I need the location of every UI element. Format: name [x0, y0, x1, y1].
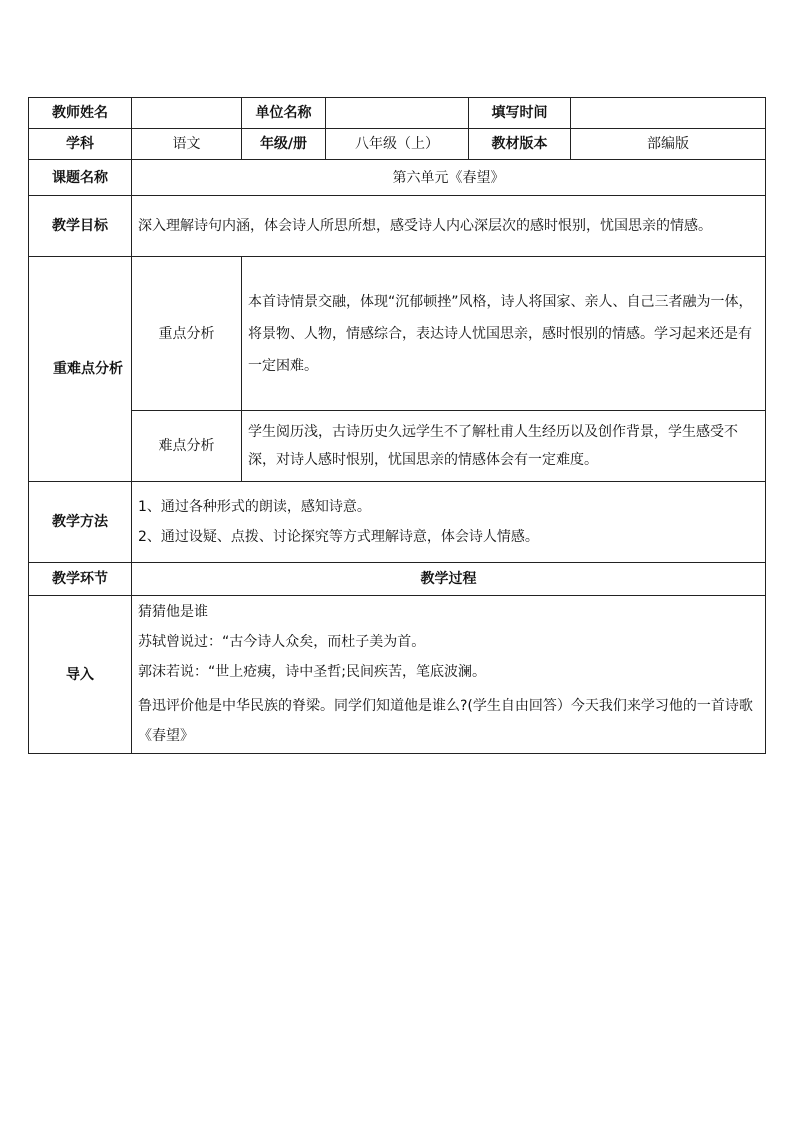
difficult-text: 学生阅历浅，古诗历史久远学生不了解杜甫人生经历以及创作背景，学生感受不深，对诗人感时恨别，忧国思亲的情感体会有一定难度。 [242, 411, 766, 482]
method-item: 2、通过设疑、点拨、讨论探究等方式理解诗意，体会诗人情感。 [138, 529, 539, 545]
intro-text [132, 596, 766, 754]
grade-value: 八年级（上） [326, 129, 469, 160]
date-value [571, 98, 766, 129]
key-analysis-row [29, 257, 766, 411]
teacher-value [132, 98, 242, 129]
lesson-title-row [29, 160, 766, 196]
stage-header: 教学环节 [29, 563, 132, 596]
edition-value: 部编版 [571, 129, 766, 160]
stage-intro: 导入 [29, 596, 132, 754]
goals-label: 教学目标 [29, 196, 132, 257]
methods-label: 教学方法 [29, 482, 132, 563]
difficult-label: 难点分析 [132, 411, 242, 482]
key-label: 重点分析 [132, 257, 242, 411]
intro-line: 鲁迅评价他是中华民族的脊梁。同学们知道他是谁么?(学生自由回答）今天我们来学习他的一首诗歌《春望》 [138, 697, 753, 744]
header-row-2 [29, 129, 766, 160]
difficult-analysis-row [29, 411, 766, 482]
subject-value: 语文 [132, 129, 242, 160]
method-item: 1、通过各种形式的朗读，感知诗意。 [138, 499, 371, 515]
subject-label: 学科 [29, 129, 132, 160]
goals-text: 深入理解诗句内涵，体会诗人所思所想，感受诗人内心深层次的感时恨别，忧国思亲的情感。 [132, 196, 766, 257]
lesson-title-label: 课题名称 [29, 160, 132, 196]
teacher-label: 教师姓名 [29, 98, 132, 129]
process-header-row [29, 563, 766, 596]
methods-row [29, 482, 766, 563]
edition-label: 教材版本 [469, 129, 571, 160]
unit-label: 单位名称 [242, 98, 326, 129]
lesson-plan-table [28, 97, 766, 754]
header-row-1 [29, 98, 766, 129]
unit-value [326, 98, 469, 129]
methods-list [132, 482, 766, 563]
intro-line: 郭沫若说：“世上疮痍，诗中圣哲;民间疾苦，笔底波澜。 [138, 663, 486, 680]
intro-line: 苏轼曾说过：“古今诗人众矣，而杜子美为首。 [138, 633, 426, 650]
analysis-label-text: 重难点分析 [53, 361, 123, 377]
grade-label: 年级/册 [242, 129, 326, 160]
date-label: 填写时间 [469, 98, 571, 129]
intro-line: 猜猜他是谁 [138, 603, 208, 620]
analysis-label [29, 257, 132, 482]
lesson-title-value: 第六单元《春望》 [132, 160, 766, 196]
process-header: 教学过程 [132, 563, 766, 596]
goals-row [29, 196, 766, 257]
key-text: 本首诗情景交融，体现“沉郁顿挫”风格，诗人将国家、亲人、自己三者融为一体，将景物、人物，情感综合，表达诗人忧国思亲，感时恨别的情感。学习起来还是有一定困难。 [242, 257, 766, 411]
intro-row [29, 596, 766, 754]
